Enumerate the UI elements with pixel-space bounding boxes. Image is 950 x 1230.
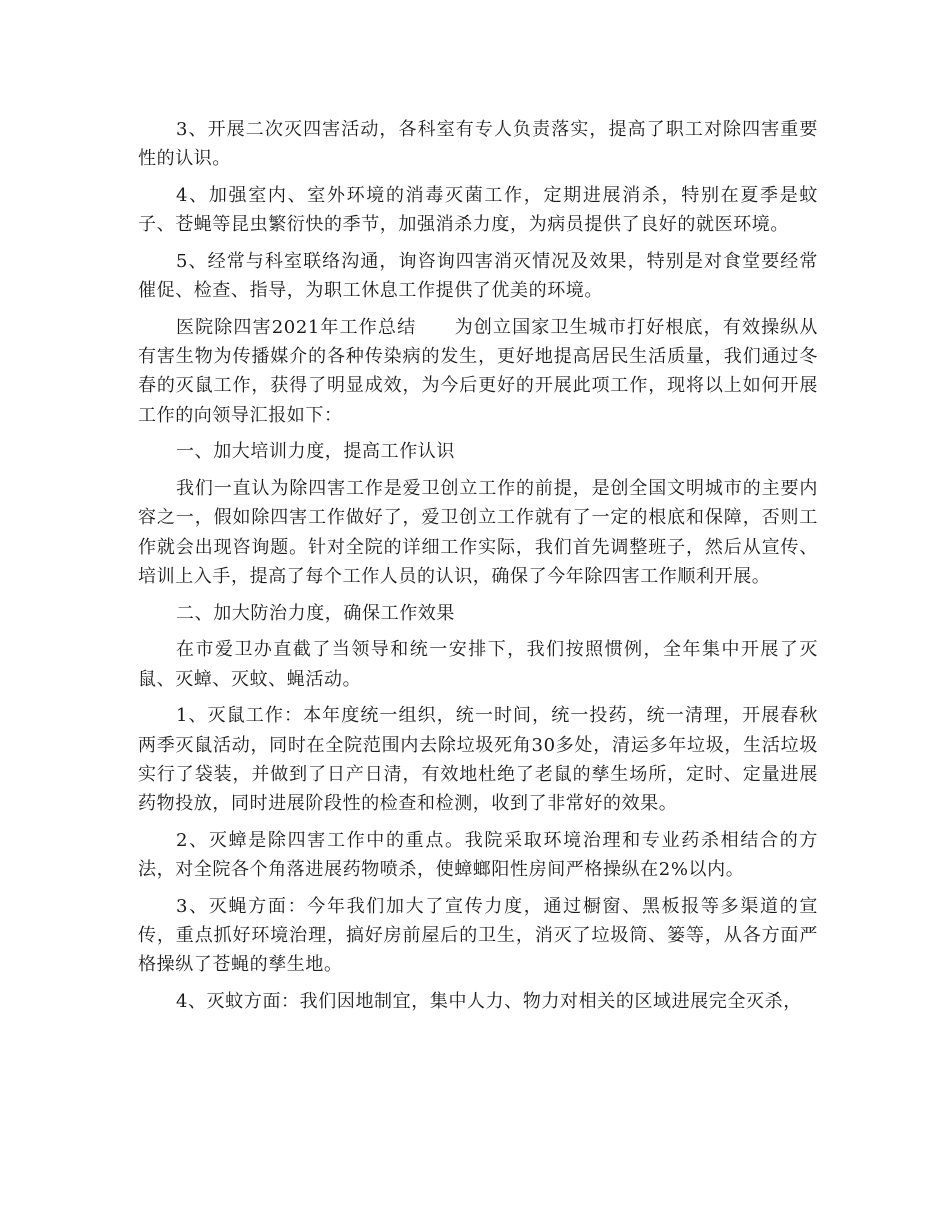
- section-heading-prevention: 二、加大防治力度，确保工作效果: [176, 602, 455, 624]
- paragraph-activity-5: 5、经常与科室联络沟通，询咨询四害消灭情况及效果，特别是对食堂要经常催促、检查、指导，为职工休息工作提供了优美的环境。: [138, 251, 818, 302]
- paragraph-activity-3: 3、开展二次灭四害活动，各科室有专人负责落实，提高了职工对除四害重要性的认识。: [138, 119, 818, 170]
- document-body: [138, 115, 818, 1024]
- paragraph-fly-control: 3、灭蝇方面：今年我们加大了宣传力度，通过橱窗、黑板报等多渠道的宣传，重点抓好环境治理，搞好房前屋后的卫生，消灭了垃圾筒、篓等，从各方面严格操纵了苍蝇的孳生地。: [138, 895, 818, 976]
- paragraph-rat-control: 1、灭鼠工作：本年度统一组织，统一时间，统一投药，统一清理，开展春秋两季灭鼠活动，同时在全院范围内去除垃圾死角30多处，清运多年垃圾，生活垃圾实行了袋装，并做到了日产日清，有效地杜绝了老鼠的孳生场所，定时、定量进展药物投放，同时进展阶段性的检查和检测，收到了非常好的效果。: [138, 705, 818, 815]
- paragraph-training: 我们一直认为除四害工作是爱卫创立工作的前提，是创全国文明城市的主要内容之一，假如除四害工作做好了，爱卫创立工作就有了一定的根底和保障，否则工作就会出现咨询题。针对全院的详细工作实际，我们首先调整班子，然后从宣传、培训上入手，提高了每个工作人员的认识，确保了今年除四害工作顺利开展。: [138, 478, 818, 587]
- report-intro: 为创立国家卫生城市打好根底，有效操纵从有害生物为传播媒介的各种传染病的发生，更好地提高居民生活质量，我们通过冬春的灭鼠工作，获得了明显成效，为今后更好的开展此项工作，现将以上如何开展工作的向领导汇报如下：: [138, 317, 818, 426]
- report-intro-paragraph: [138, 313, 818, 430]
- paragraph-prevention: 在市爱卫办直截了当领导和统一安排下，我们按照惯例，全年集中开展了灭鼠、灭蟑、灭蚊、蝇活动。: [138, 639, 818, 690]
- paragraph-activity-4: 4、加强室内、室外环境的消毒灭菌工作，定期进展消杀，特别在夏季是蚊子、苍蝇等昆虫繁衍快的季节，加强消杀力度，为病员提供了良好的就医环境。: [138, 185, 818, 236]
- report-title: 医院除四害2021年工作总结: [176, 317, 417, 338]
- paragraph-mosquito-control: 4、灭蚊方面：我们因地制宜，集中人力、物力对相关的区域进展完全灭杀，: [176, 991, 802, 1013]
- paragraph-cockroach-control: 2、灭蟑是除四害工作中的重点。我院采取环境治理和专业药杀相结合的方法，对全院各个角落进展药物喷杀，使蟑螂阳性房间严格操纵在2%以内。: [138, 829, 818, 881]
- section-heading-training: 一、加大培训力度，提高工作认识: [176, 441, 455, 463]
